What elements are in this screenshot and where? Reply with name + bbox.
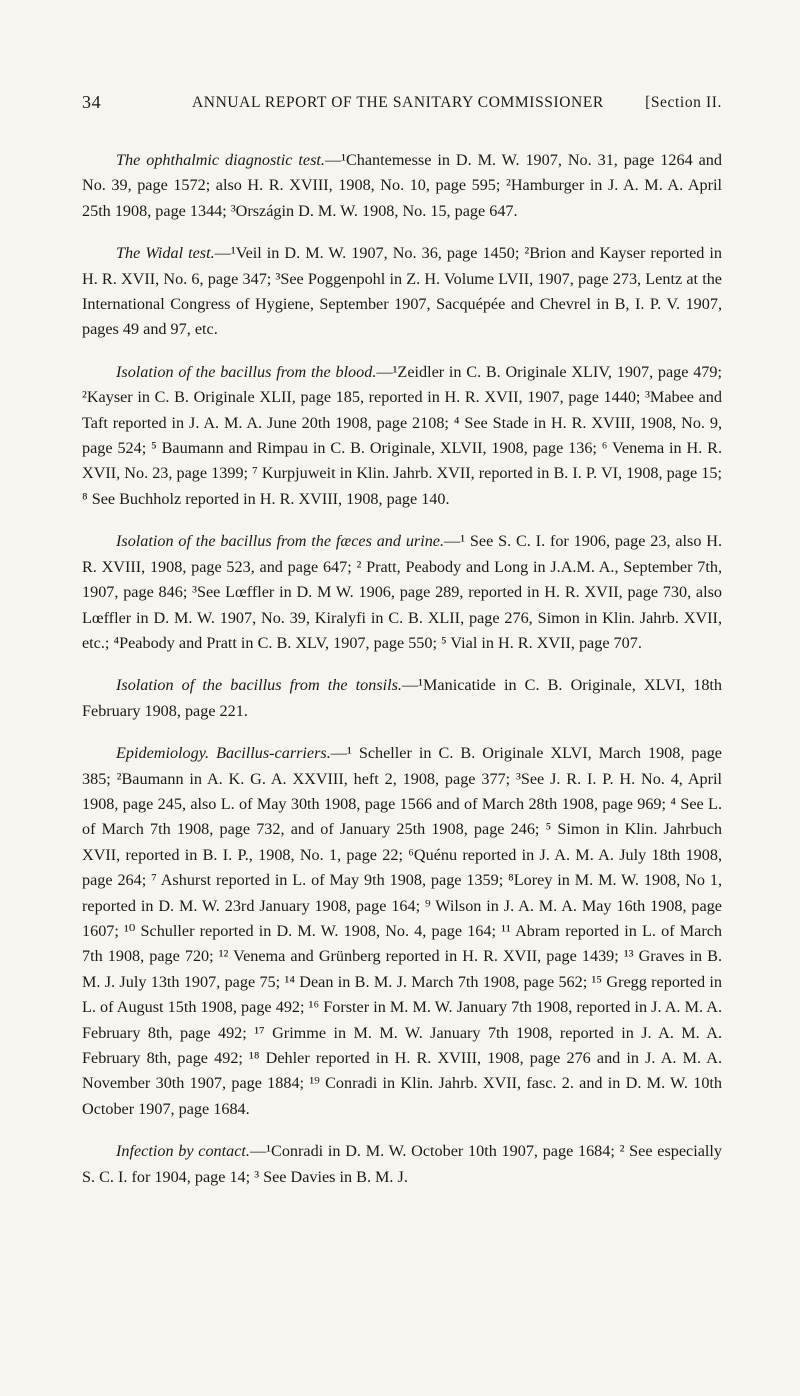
paragraph-text: —¹Veil in D. M. W. 1907, No. 36, page 1450; ²Brion and Kayser reported in H. R. XVII, No. 6, page 347; ³See Poggenpohl in Z. H. Volume LVII, 1907, page 273, Lentz at the International Congress of Hygiene, September 1907, Sacquépée and Chevrel in B, I. P. V. 1907, pages 49 and 97, etc. <box>82 244 722 339</box>
paragraph-text: —¹Manicatide in C. B. Originale, XLVI, 18th February 1908, page 221. <box>82 676 723 720</box>
page-number: 34 <box>82 92 102 112</box>
paragraph-heading: Isolation of the bacillus from the tonsils. <box>116 676 402 695</box>
paragraph-isolation-tonsils <box>82 673 722 724</box>
paragraph-text: —¹Zeidler in C. B. Originale XLIV, 1907, page 479; ²Kayser in C. B. Originale XLII, page 185, reported in H. R. XVII, 1907, page 1440; ³Mabee and Taft reported in J. A. M. A. June 20th 1908, page 2108; ⁴ See Stade in H. R. XVIII, 1908, No. 9, page 524; ⁵ Baumann and Rimpau in C. B. Originale, XLVII, 1908, page 136; ⁶ Venema in H. R. XVII, No. 23, page 1399; ⁷ Kurpjuweit in Klin. Jahrb. XVII, reported in B. I. P. VI, 1908, page 15; ⁸ See Buchholz reported in H. R. XVIII, 1908, page 140. <box>82 362 722 508</box>
paragraph-heading: Isolation of the bacillus from the blood. <box>116 362 377 381</box>
page-body <box>82 148 722 1207</box>
paragraph-text: —¹ Scheller in C. B. Originale XLVI, March 1908, page 385; ²Baumann in A. K. G. A. XXVIII, heft 2, 1908, page 377; ³See J. R. I. P. H. No. 4, April 1908, page 245, also L. of May 30th 1908, page 1566 and of March 28th 1908, page 969; ⁴ See L. of March 7th 1908, page 732, and of January 25th 1908, page 246; ⁵ Simon in Klin. Jahrbuch XVII, reported in B. I. P., 1908, No. 1, page 22; ⁶Quénu reported in J. A. M. A. July 18th 1908, page 264; ⁷ Ashurst reported in L. of May 9th 1908, page 1359; ⁸Lorey in M. M. W. 1908, No 1, reported in D. M. W. 23rd January 1908, page 164; ⁹ Wilson in J. A. M. A. May 16th 1908, page 1607; ¹⁰ Schuller reported in D. M. W. 1908, No. 4, page 164; ¹¹ Abram reported in L. of March 7th 1908, page 720; ¹² Venema and Grünberg reported in H. R. XVII, page 1439; ¹³ Graves in B. M. J. July 13th 1907, page 75; ¹⁴ Dean in B. M. J. March 7th 1908, page 562; ¹⁵ Gregg reported in L. of August 15th 1908, page 492; ¹⁶ Forster in M. M. W. January 7th 1908, reported in J. A. M. A. February 8th, page 492; ¹⁷ Grimme in M. M. W. January 7th 1908, reported in J. A. M. A. February 8th, page 492; ¹⁸ Dehler reported in H. R. XVIII, 1908, page 276 and in J. A. M. A. November 30th 1907, page 1884; ¹⁹ Conradi in Klin. Jahrb. XVII, fasc. 2. and in D. M. W. 10th October 1907, page 1684. <box>82 744 722 1118</box>
paragraph-widal-test <box>82 241 722 343</box>
paragraph-isolation-faeces-urine <box>82 529 722 656</box>
paragraph-text: —¹ See S. C. I. for 1906, page 23, also H. R. XVIII, 1908, page 523, and page 647; ² Pratt, Peabody and Long in J.A.M. A., September 7th, 1907, page 846; ³See Lœffler in D. M W. 1906, page 289, reported in H. R. XVII, page 730, also Lœffler in D. M. W. 1907, No. 39, Kiralyfi in C. B. XLII, page 276, Simon in Klin. Jahrb. XVII, etc.; ⁴Peabody and Pratt in C. B. XLV, 1907, page 550; ⁵ Vial in H. R. XVII, page 707. <box>82 532 722 652</box>
paragraph-infection-contact <box>82 1139 722 1190</box>
paragraph-ophthalmic-test <box>82 148 722 224</box>
paragraph-heading: The Widal test. <box>116 244 215 263</box>
paragraph-isolation-blood <box>82 360 722 512</box>
paragraph-text: —¹Chantemesse in D. M. W. 1907, No. 31, page 1264 and No. 39, page 1572; also H. R. XVIII, 1908, No. 10, page 595; ²Hamburger in J. A. M. A. April 25th 1908, page 1344; ³Országin D. M. W. 1908, No. 15, page 647. <box>82 151 722 220</box>
paragraph-epidemiology-carriers <box>82 741 722 1122</box>
page-header <box>82 92 722 116</box>
paragraph-heading: The ophthalmic diagnostic test. <box>116 151 325 169</box>
paragraph-text: —¹Conradi in D. M. W. October 10th 1907, page 1684; ² See especially S. C. I. for 1904, page 14; ³ See Davies in B. M. J. <box>82 1142 722 1186</box>
paragraph-heading: Epidemiology. Bacillus-carriers. <box>116 744 331 763</box>
paragraph-heading: Infection by contact. <box>116 1142 250 1161</box>
paragraph-heading: Isolation of the bacillus from the fæces and urine. <box>116 532 445 551</box>
section-label: [Section II. <box>645 94 722 111</box>
running-title: ANNUAL REPORT OF THE SANITARY COMMISSIONER <box>192 94 604 111</box>
